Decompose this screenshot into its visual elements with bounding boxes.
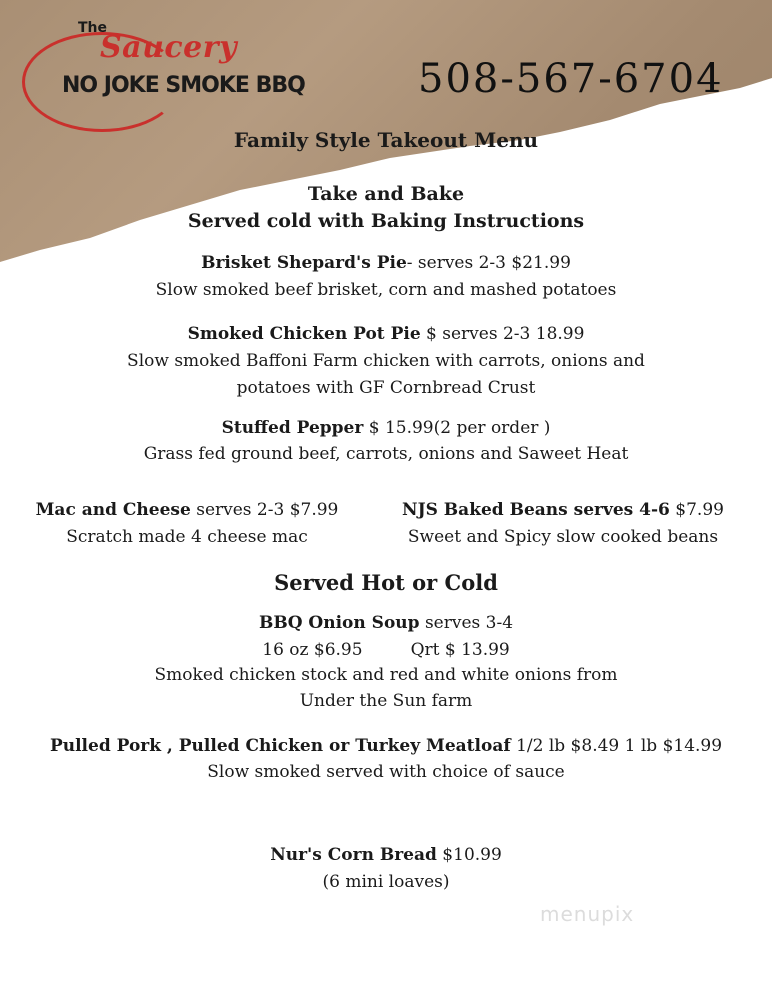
phone-number[interactable]: 508-567-6704 [418,56,724,102]
logo-the: The [78,20,108,36]
item-name: BBQ Onion Soup [258,613,420,633]
soup-size-quart: Qrt $ 13.99 [410,640,510,660]
section-title: Served Hot or Cold [274,570,498,595]
item-name: NJS Baked Beans serves 4-6 [402,500,670,520]
item-description: Slow smoked beef brisket, corn and mashed potatoes [155,280,617,300]
item-description: Smoked chicken stock and red and white onions from [154,665,618,685]
menu-title: Family Style Takeout Menu [233,128,539,152]
item-detail: $7.99 [669,500,724,520]
watermark: menupix [540,902,635,926]
logo-saucery: Saucery [100,30,238,65]
item-detail: $ serves 2-3 18.99 [420,324,585,344]
menu-item [0,324,772,344]
item-description: Scratch made 4 cheese mac [66,527,308,547]
item-detail: serves 3-4 [419,613,514,633]
menu-item [0,613,772,633]
soup-size-small: 16 oz $6.95 [262,640,363,660]
item-detail: 1/2 lb $8.49 1 lb $14.99 [510,736,723,756]
item-description: potatoes with GF Cornbread Crust [236,378,536,398]
take-and-bake-title: Take and Bake [307,183,465,205]
item-description: Slow smoked served with choice of sauce [207,762,565,782]
take-and-bake-subtitle: Served cold with Baking Instructions [187,210,585,232]
side-item [22,500,352,520]
item-name: Smoked Chicken Pot Pie [187,324,421,344]
item-description: Under the Sun farm [299,691,473,711]
item-name: Stuffed Pepper [221,418,364,438]
item-detail: $ 15.99(2 per order ) [363,418,551,438]
item-name: Mac and Cheese [35,500,191,520]
item-detail: $10.99 [436,845,502,865]
item-detail: - serves 2-3 $21.99 [406,253,571,273]
menu-item [0,736,772,756]
item-detail: serves 2-3 $7.99 [190,500,339,520]
item-description: (6 mini loaves) [322,872,450,892]
item-description: Sweet and Spicy slow cooked beans [407,527,719,547]
logo-main-text: NO JOKE SMOKE BBQ [62,73,305,98]
menu-item [0,253,772,273]
item-name: Brisket Shepard's Pie [201,253,407,273]
item-name: Nur's Corn Bread [270,845,437,865]
menu-item [0,845,772,865]
item-description: Grass fed ground beef, carrots, onions and Saweet Heat [143,444,629,464]
side-item [388,500,738,520]
item-description: Slow smoked Baffoni Farm chicken with carrots, onions and [127,351,645,371]
menu-item [0,418,772,438]
brand-logo [20,18,370,118]
item-name: Pulled Pork , Pulled Chicken or Turkey Meatloaf [49,736,511,756]
soup-sizes [0,640,772,660]
